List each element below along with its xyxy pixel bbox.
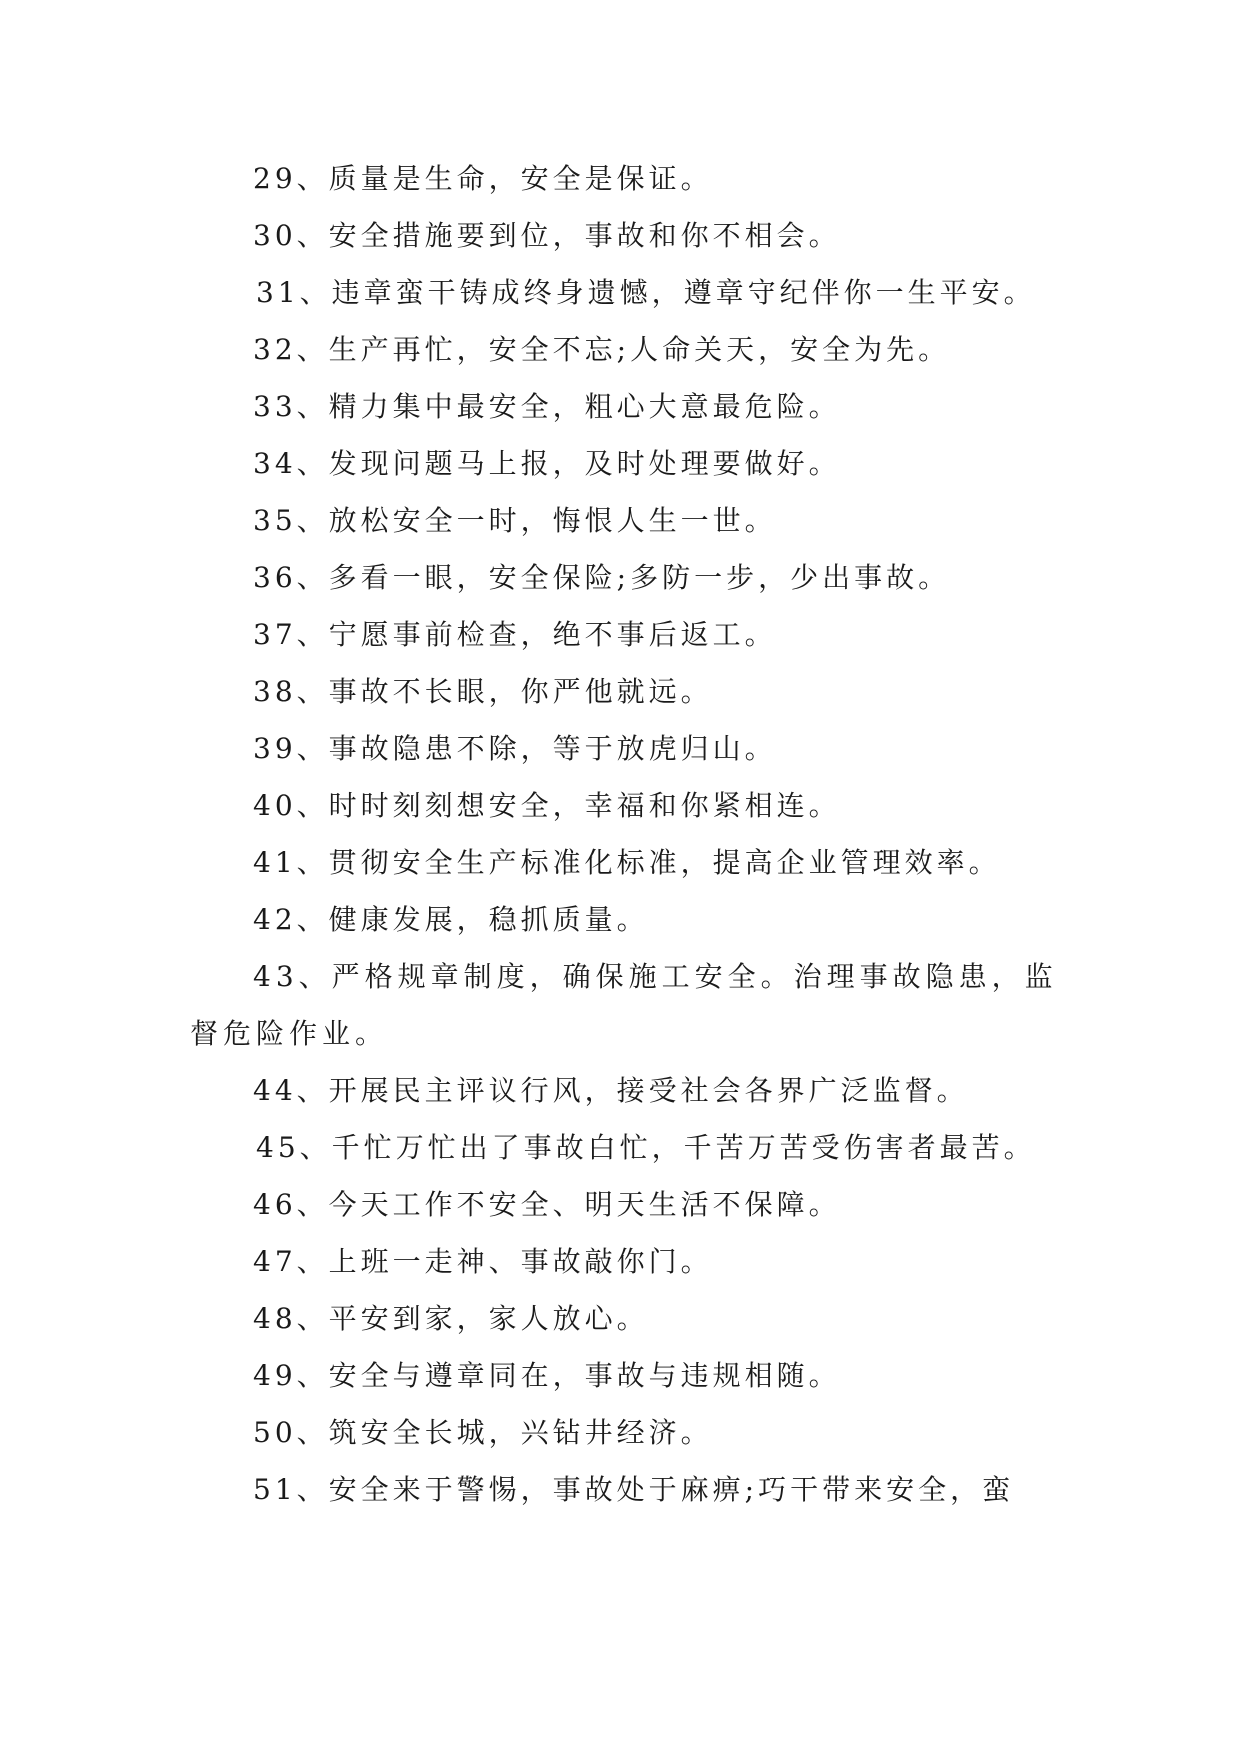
list-item: 37、宁愿事前检查，绝不事后返工。 bbox=[253, 618, 777, 651]
list-item: 30、安全措施要到位，事故和你不相会。 bbox=[253, 219, 841, 252]
list-item: 38、事故不长眼，你严他就远。 bbox=[253, 675, 713, 708]
list-item: 34、发现问题马上报，及时处理要做好。 bbox=[253, 447, 841, 480]
list-item: 40、时时刻刻想安全，幸福和你紧相连。 bbox=[253, 789, 841, 822]
list-item: 36、多看一眼，安全保险;多防一步，少出事故。 bbox=[253, 561, 951, 594]
list-item: 33、精力集中最安全，粗心大意最危险。 bbox=[253, 390, 841, 423]
list-item: 47、上班一走神、事故敲你门。 bbox=[253, 1245, 713, 1278]
list-item: 39、事故隐患不除，等于放虎归山。 bbox=[253, 732, 777, 765]
list-item: 42、健康发展，稳抓质量。 bbox=[253, 903, 649, 936]
list-item: 32、生产再忙，安全不忘;人命关天，安全为先。 bbox=[253, 333, 951, 366]
list-item: 51、安全来于警惕，事故处于麻痹;巧干带来安全，蛮 bbox=[253, 1473, 1015, 1506]
list-item: 46、今天工作不安全、明天生活不保障。 bbox=[253, 1188, 841, 1221]
slogan-list bbox=[190, 150, 1060, 1518]
list-item: 31、违章蛮干铸成终身遗憾，遵章守纪伴你一生平安。 bbox=[256, 276, 1036, 309]
list-item: 43、严格规章制度，确保施工安全。治理事故隐患，监督危险作业。 bbox=[190, 960, 1058, 1050]
list-item: 35、放松安全一时，悔恨人生一世。 bbox=[253, 504, 777, 537]
list-item: 49、安全与遵章同在，事故与违规相随。 bbox=[253, 1359, 841, 1392]
list-item: 41、贯彻安全生产标准化标准，提高企业管理效率。 bbox=[253, 846, 1001, 879]
list-item: 29、质量是生命，安全是保证。 bbox=[253, 162, 713, 195]
list-item: 50、筑安全长城，兴钻井经济。 bbox=[253, 1416, 713, 1449]
list-item: 48、平安到家，家人放心。 bbox=[253, 1302, 649, 1335]
list-item: 45、千忙万忙出了事故白忙，千苦万苦受伤害者最苦。 bbox=[256, 1131, 1036, 1164]
list-item: 44、开展民主评议行风，接受社会各界广泛监督。 bbox=[253, 1074, 969, 1107]
